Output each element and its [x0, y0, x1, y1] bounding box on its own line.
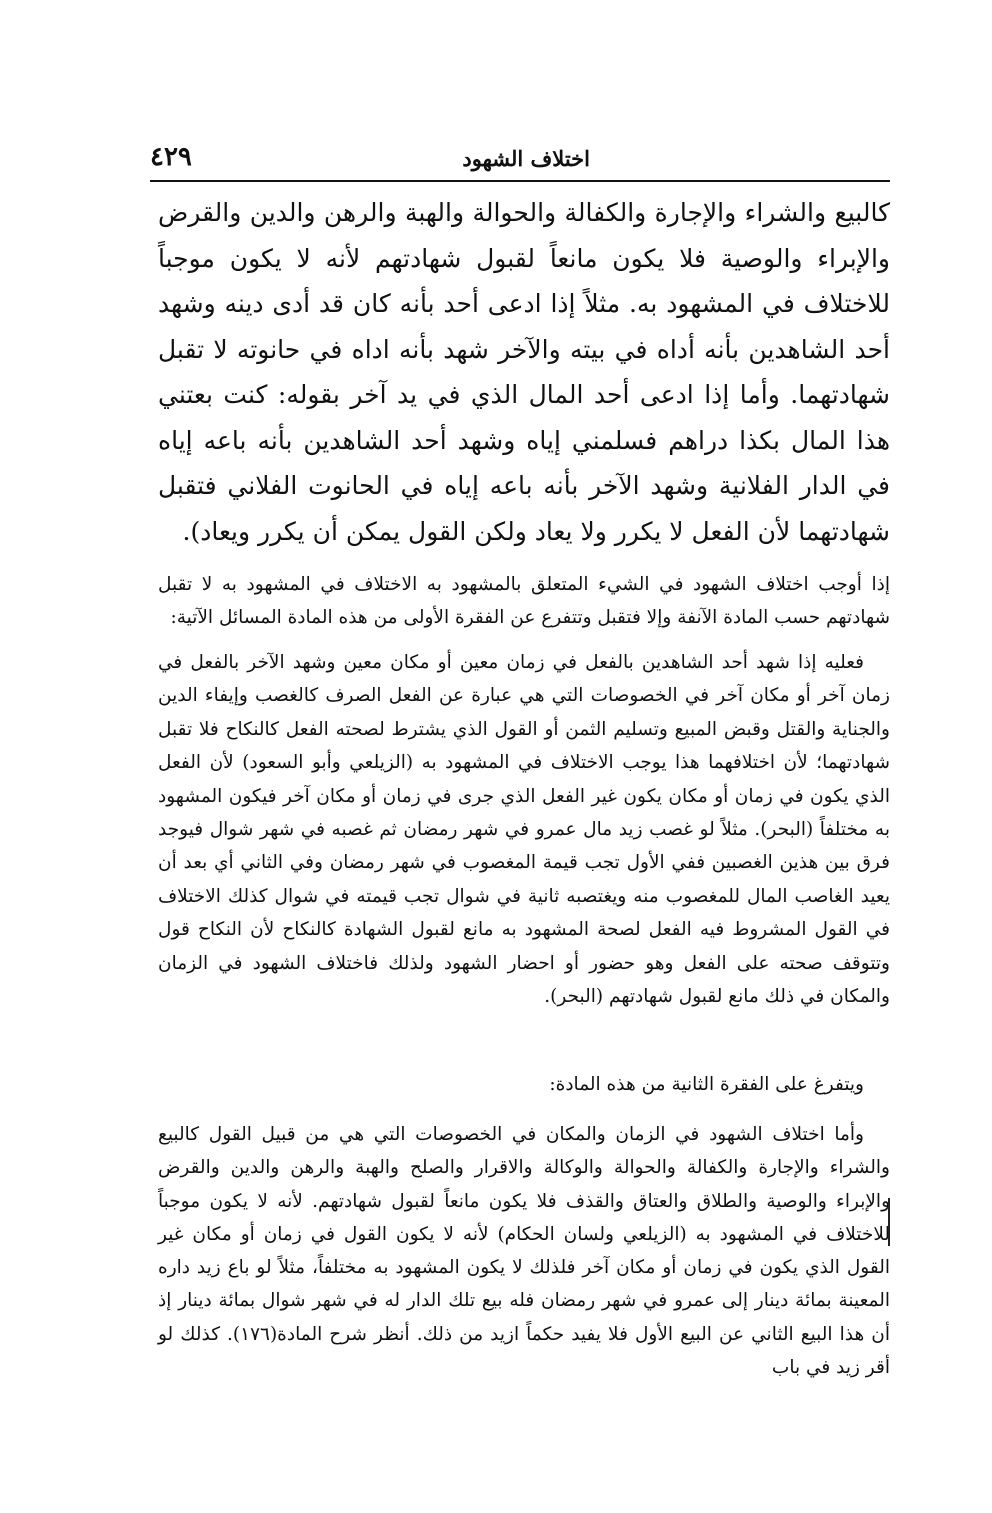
commentary-paragraph-1: إذا أوجب اختلاف الشهود في الشيء المتعلق بالمشهود به الاختلاف في المشهود به لا تقبل شهادتهم حسب المادة الآنفة وإلا فتقبل وتتفرع عن الفقرة الأولى من هذه المادة المسائل الآتية:	[158, 574, 890, 628]
commentary-paragraph-2: فعليه إذا شهد أحد الشاهدين بالفعل في زمان معين أو مكان معين وشهد الآخر بالفعل في زمان آخر أو مكان آخر في الخصوصات التي هي عبارة عن الفعل الصرف كالغصب وإيفاء الدين والجناية والقتل وقبض المبيع وتسليم الثمن أو القول الذي يشترط لصحته الفعل كالنكاح فلا تقبل شهادتهما؛ لأن اختلافهما هذا يوجب الاختلاف في المشهود به (الزيلعي وأبو السعود) لأن الفعل الذي يكون في زمان أو مكان يكون غير الفعل الذي جرى في زمان أو مكان آخر فيكون المشهود به مختلفاً (البحر). مثلاً لو غصب زيد مال عمرو في شهر رمضان ثم غصبه في شهر شوال فيوجد فرق بين هذين الغصبين ففي الأول تجب قيمة المغصوب في شهر رمضان وفي الثاني أي بعد أن يعيد الغاصب المال للمغصوب منه ويغتصبه ثانية في شوال تجب قيمته في شوال كذلك الاختلاف في القول المشروط فيه الفعل لصحة المشهود به مانع لقبول الشهادة كالنكاح لأن النكاح قول وتتوقف صحته على الفعل وهو حضور أو احضار الشهود ولذلك فاختلاف الشهود في الزمان والمكان في ذلك مانع لقبول شهادتهم (البحر).	[158, 652, 890, 1008]
commentary-block-1	[158, 568, 890, 634]
margin-line-mark	[888, 1198, 890, 1246]
commentary-block-3	[158, 1068, 890, 1101]
commentary-paragraph-4: وأما اختلاف الشهود في الزمان والمكان في الخصوصات التي هي من قبيل القول كالبيع والشراء والإجارة والكفالة والحوالة والوكالة والاقرار والصلح والهبة والرهن والدين والقرض والإبراء والوصية والطلاق والعتاق والقذف فلا يكون مانعاً لقبول شهادتهم. لأنه لا يكون موجباً للاختلاف في المشهود به (الزيلعي ولسان الحكام) لأنه لا يكون القول في زمان أو مكان غير القول الذي يكون في زمان أو مكان آخر فلذلك لا يكون المشهود به مختلفاً، مثلاً لو باع زيد داره المعينة بمائة دينار إلى عمرو في شهر رمضان فله بيع تلك الدار له في شهر شوال بمائة دينار إذ أن هذا البيع الثاني عن البيع الأول فلا يفيد حكماً ازيد من ذلك. أنظر شرح المادة(١٧٦). كذلك لو أقر زيد في باب	[158, 1124, 890, 1379]
running-header	[150, 142, 890, 178]
header-divider	[150, 180, 890, 182]
commentary-paragraph-3: ويتفرغ على الفقرة الثانية من هذه المادة:	[549, 1074, 864, 1095]
main-paragraph: كالبيع والشراء والإجارة والكفالة والحوالة والهبة والرهن والدين والقرض والإبراء والوصية فلا يكون مانعاً لقبول شهادتهم لأنه لا يكون موجباً للاختلاف في المشهود به. مثلاً إذا ادعى أحد بأنه كان قد أدى دينه وشهد أحد الشاهدين بأنه أداه في بيته والآخر شهد بأنه اداه في حانوته لا تقبل شهادتهما. وأما إذا ادعى أحد المال الذي في يد آخر بقوله: كنت بعتني هذا المال بكذا دراهم فسلمني إياه وشهد أحد الشاهدين بأنه باعه إياه في الدار الفلانية وشهد الآخر بأنه باعه إياه في الحانوت الفلاني فتقبل شهادتهما لأن الفعل لا يكرر ولا يعاد ولكن القول يمكن أن يكرر ويعاد).	[158, 198, 890, 546]
commentary-block-2	[158, 646, 890, 1013]
main-text-block	[158, 190, 890, 554]
chapter-title: اختلاف الشهود	[462, 146, 590, 171]
commentary-block-4	[158, 1118, 890, 1384]
page-number: ٤٢٩	[150, 142, 192, 172]
